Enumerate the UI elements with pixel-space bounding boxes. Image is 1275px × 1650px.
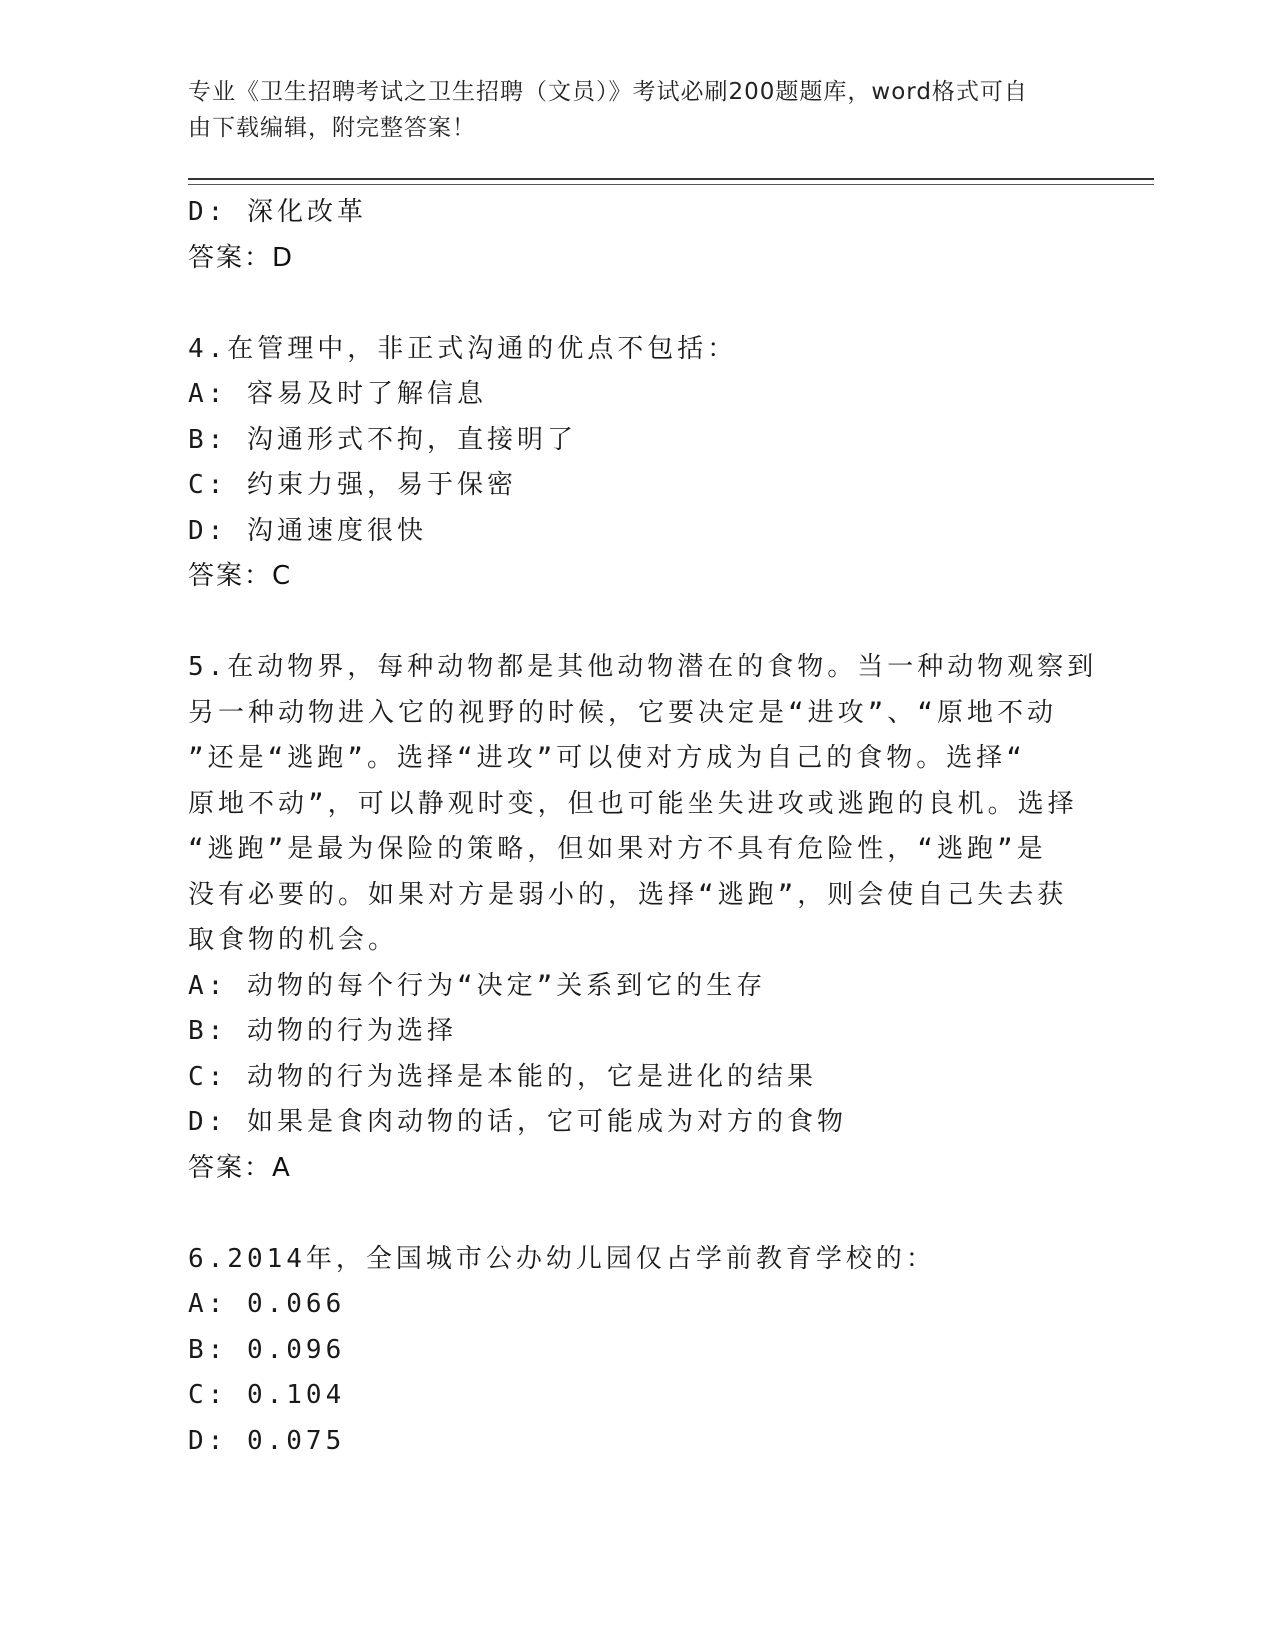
option-a: A: 容易及时了解信息	[188, 379, 487, 409]
question-stem-line: 取食物的机会。	[188, 925, 399, 955]
header-divider-thin	[188, 184, 1154, 185]
option-b: B: 0.096	[188, 1334, 346, 1365]
question-stem: 4.在管理中，非正式沟通的优点不包括：	[188, 333, 738, 364]
option-d: D: 如果是食肉动物的话，它可能成为对方的食物	[188, 1107, 847, 1137]
option-b: B: 沟通形式不拘，直接明了	[188, 424, 577, 455]
question-5	[188, 645, 1098, 1191]
document-header	[188, 74, 1078, 146]
spacer	[188, 600, 1078, 646]
header-title-line-1: 专业《卫生招聘考试之卫生招聘（文员）》考试必刷200题题库，word格式可自	[188, 79, 1028, 105]
answer-label: 答案：C	[188, 561, 293, 591]
option-c: C: 约束力强，易于保密	[188, 470, 517, 500]
option-d: D: 沟通速度很快	[188, 515, 427, 546]
option-c: C: 动物的行为选择是本能的，它是进化的结果	[188, 1061, 817, 1092]
option-c: C: 0.104	[188, 1380, 346, 1410]
spacer	[188, 1191, 1078, 1237]
question-stem-line: 另一种动物进入它的视野的时候，它要决定是“进攻”、“原地不动	[188, 697, 1057, 728]
answer-label: 答案：A	[188, 1152, 292, 1183]
option-a: A: 动物的每个行为“决定”关系到它的生存	[188, 970, 767, 1001]
header-title-line-2: 由下载编辑，附完整答案！	[188, 115, 476, 141]
header-divider-thick	[188, 178, 1154, 180]
option-d: D: 0.075	[188, 1425, 346, 1456]
question-stem-line: ”还是“逃跑”。选择“进攻”可以使对方成为自己的食物。选择“	[188, 743, 1026, 773]
question-stem-line: 没有必要的。如果对方是弱小的，选择“逃跑”，则会使自己失去获	[188, 879, 1068, 910]
question-stem-line: 5.在动物界，每种动物都是其他动物潜在的食物。当一种动物观察到	[188, 652, 1098, 682]
answer-label: 答案：D	[188, 242, 295, 273]
question-stem-line: “逃跑”是最为保险的策略，但如果对方不具有危险性，“逃跑”是	[188, 834, 1047, 864]
option-d: D: 深化改革	[188, 197, 367, 227]
option-a: A: 0.066	[188, 1289, 346, 1319]
question-4	[188, 327, 1078, 600]
question-stem-line: 原地不动”，可以静观时变，但也可能坐失进攻或逃跑的良机。选择	[188, 788, 1078, 819]
question-6	[188, 1237, 1078, 1465]
spacer	[188, 281, 1078, 327]
option-b: B: 动物的行为选择	[188, 1016, 457, 1046]
question-list	[188, 190, 1098, 1464]
question-stem: 6.2014年，全国城市公办幼儿园仅占学前教育学校的：	[188, 1243, 936, 1274]
